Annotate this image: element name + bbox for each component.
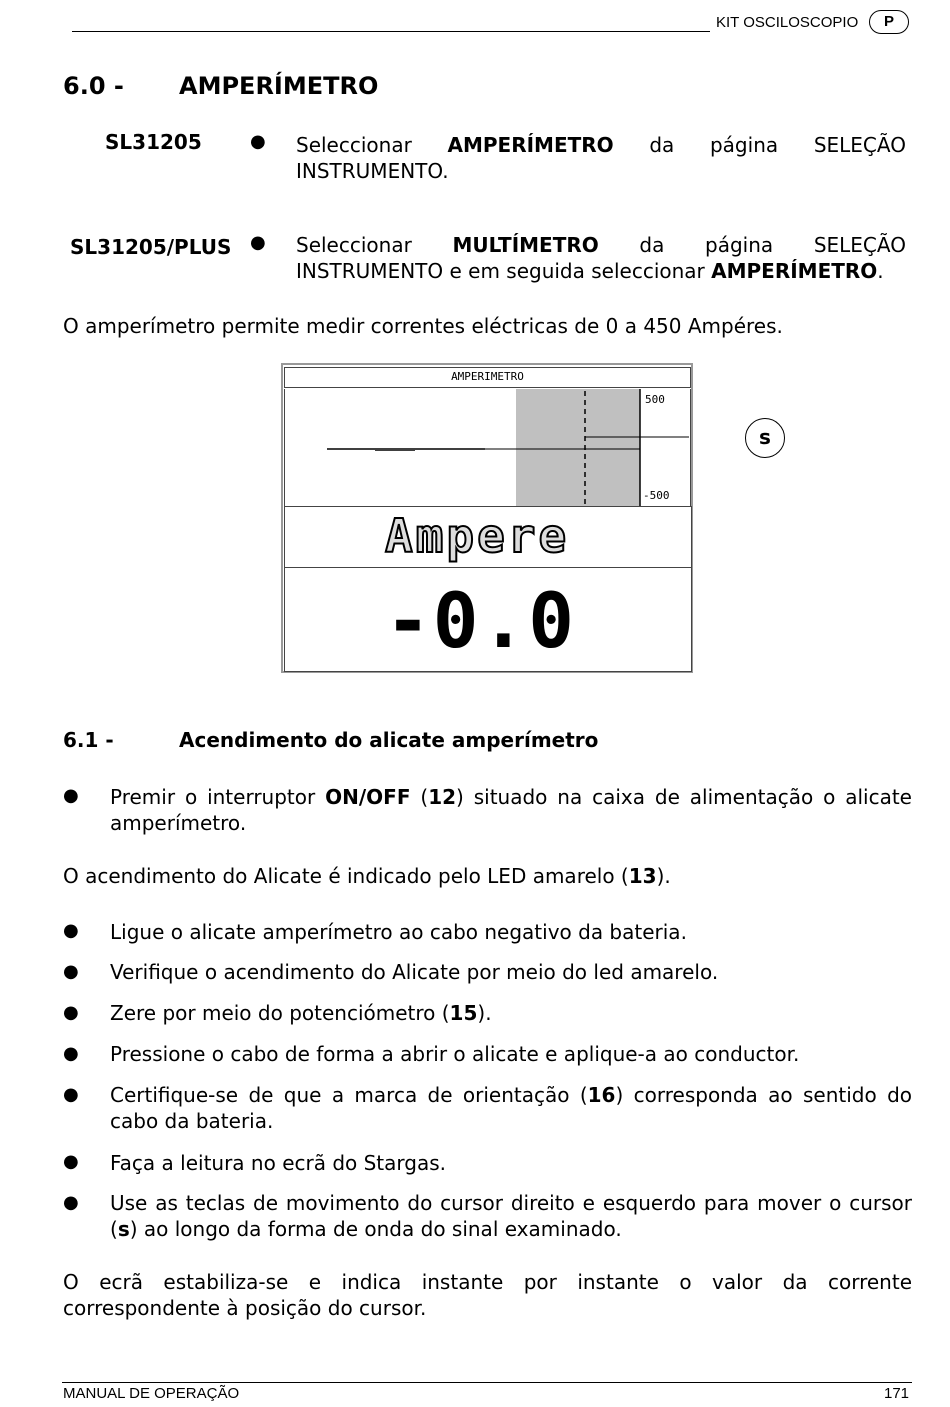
subsection-title: Acendimento do alicate amperímetro <box>179 728 599 752</box>
text: SELEÇÃO <box>813 233 906 257</box>
bullet-text <box>110 784 912 836</box>
cursor-region <box>516 389 640 506</box>
bullet-text: Pressione o cabo de forma a abrir o alicate e aplique-a ao conductor. <box>110 1042 800 1066</box>
bullet-icon: ● <box>63 1043 79 1064</box>
text: . <box>877 259 884 283</box>
text: Use as teclas de movimento do cursor direito e esquerdo para mover o cursor ( <box>110 1191 912 1241</box>
scale-top: 500 <box>645 393 665 406</box>
text: INSTRUMENTO. <box>296 159 449 183</box>
text: O acendimento do Alicate é indicado pelo LED amarelo ( <box>63 864 629 888</box>
bullet-text: Verifique o acendimento do Alicate por meio do led amarelo. <box>110 960 719 984</box>
text: Seleccionar <box>296 133 412 157</box>
text: ( <box>410 785 429 809</box>
footer-rule <box>62 1382 912 1383</box>
text: Seleccionar <box>296 233 412 257</box>
bold-text: 13 <box>628 864 657 888</box>
section-title: AMPERÍMETRO <box>179 72 379 100</box>
bold-text: 16 <box>587 1083 616 1107</box>
unit-box <box>284 506 692 568</box>
page-number: 171 <box>884 1385 910 1402</box>
subsection-number: 6.1 - <box>63 728 114 752</box>
bold-text: ON/OFF <box>325 785 411 809</box>
bullet-icon: ● <box>250 131 266 152</box>
header-rule <box>72 31 710 32</box>
text: ) situado na caixa de alimentação o alicate amperímetro. <box>110 785 912 835</box>
footer-title: MANUAL DE OPERAÇÃO <box>63 1385 240 1402</box>
bullet-text: Ligue o alicate amperímetro ao cabo negativo da bateria. <box>110 920 687 944</box>
header-title: KIT OSCILOSCOPIO <box>716 14 859 31</box>
bullet-icon: ● <box>63 1192 79 1213</box>
bullet-icon: ● <box>63 1002 79 1023</box>
cursor-callout: s <box>745 418 785 458</box>
text: Zere por meio do potenciómetro ( <box>110 1001 450 1025</box>
paragraph <box>63 863 671 889</box>
text: SELEÇÃO <box>813 133 906 157</box>
section-number: 6.0 - <box>63 72 124 100</box>
text: ). <box>656 864 671 888</box>
bullet-icon: ● <box>63 1151 79 1172</box>
model-instruction <box>296 132 906 184</box>
text: ) ao longo da forma de onda do sinal examinado. <box>129 1217 622 1241</box>
reading-value: -0.0 <box>385 576 577 665</box>
text: Certifique-se de que a marca de orientação ( <box>110 1083 588 1107</box>
waveform-graph <box>284 389 691 506</box>
closing-paragraph: O ecrã estabiliza-se e indica instante por instante o valor da corrente correspondente à posição do cursor. <box>63 1270 912 1320</box>
bullet-icon: ● <box>63 920 79 941</box>
bullet-icon: ● <box>63 785 79 806</box>
bullet-text <box>110 1000 492 1026</box>
text: da <box>649 133 675 157</box>
unit-label: Ampere <box>385 509 570 563</box>
text: página <box>709 133 779 157</box>
bold-text: 15 <box>449 1001 478 1025</box>
intro-paragraph: O amperímetro permite medir correntes eléctricas de 0 a 450 Ampéres. <box>63 314 783 338</box>
model-instruction <box>296 232 906 284</box>
text: página <box>705 233 774 257</box>
bold-text: MULTÍMETRO <box>452 233 599 257</box>
bullet-icon: ● <box>250 232 266 253</box>
bullet-text <box>110 1082 912 1134</box>
text: INSTRUMENTO e em seguida seleccionar <box>296 259 712 283</box>
value-box <box>284 568 692 672</box>
model-label: SL31205/PLUS <box>70 235 232 259</box>
bold-text: 12 <box>428 785 457 809</box>
text: ) corresponda ao sentido do cabo da bateria. <box>110 1083 913 1133</box>
bold-text: s <box>117 1217 130 1241</box>
text: Premir o interruptor <box>110 785 326 809</box>
bullet-text <box>110 1190 912 1242</box>
model-label: SL31205 <box>105 130 202 154</box>
text: ). <box>477 1001 492 1025</box>
text: da <box>639 233 665 257</box>
bullet-icon: ● <box>63 961 79 982</box>
scale-bottom: -500 <box>643 489 670 502</box>
bold-text: AMPERÍMETRO <box>711 259 878 283</box>
bold-text: AMPERÍMETRO <box>447 133 614 157</box>
bullet-text: Faça a leitura no ecrã do Stargas. <box>110 1151 447 1175</box>
screen-title: AMPERIMETRO <box>284 367 691 388</box>
language-badge: P <box>869 10 909 34</box>
bullet-icon: ● <box>63 1084 79 1105</box>
